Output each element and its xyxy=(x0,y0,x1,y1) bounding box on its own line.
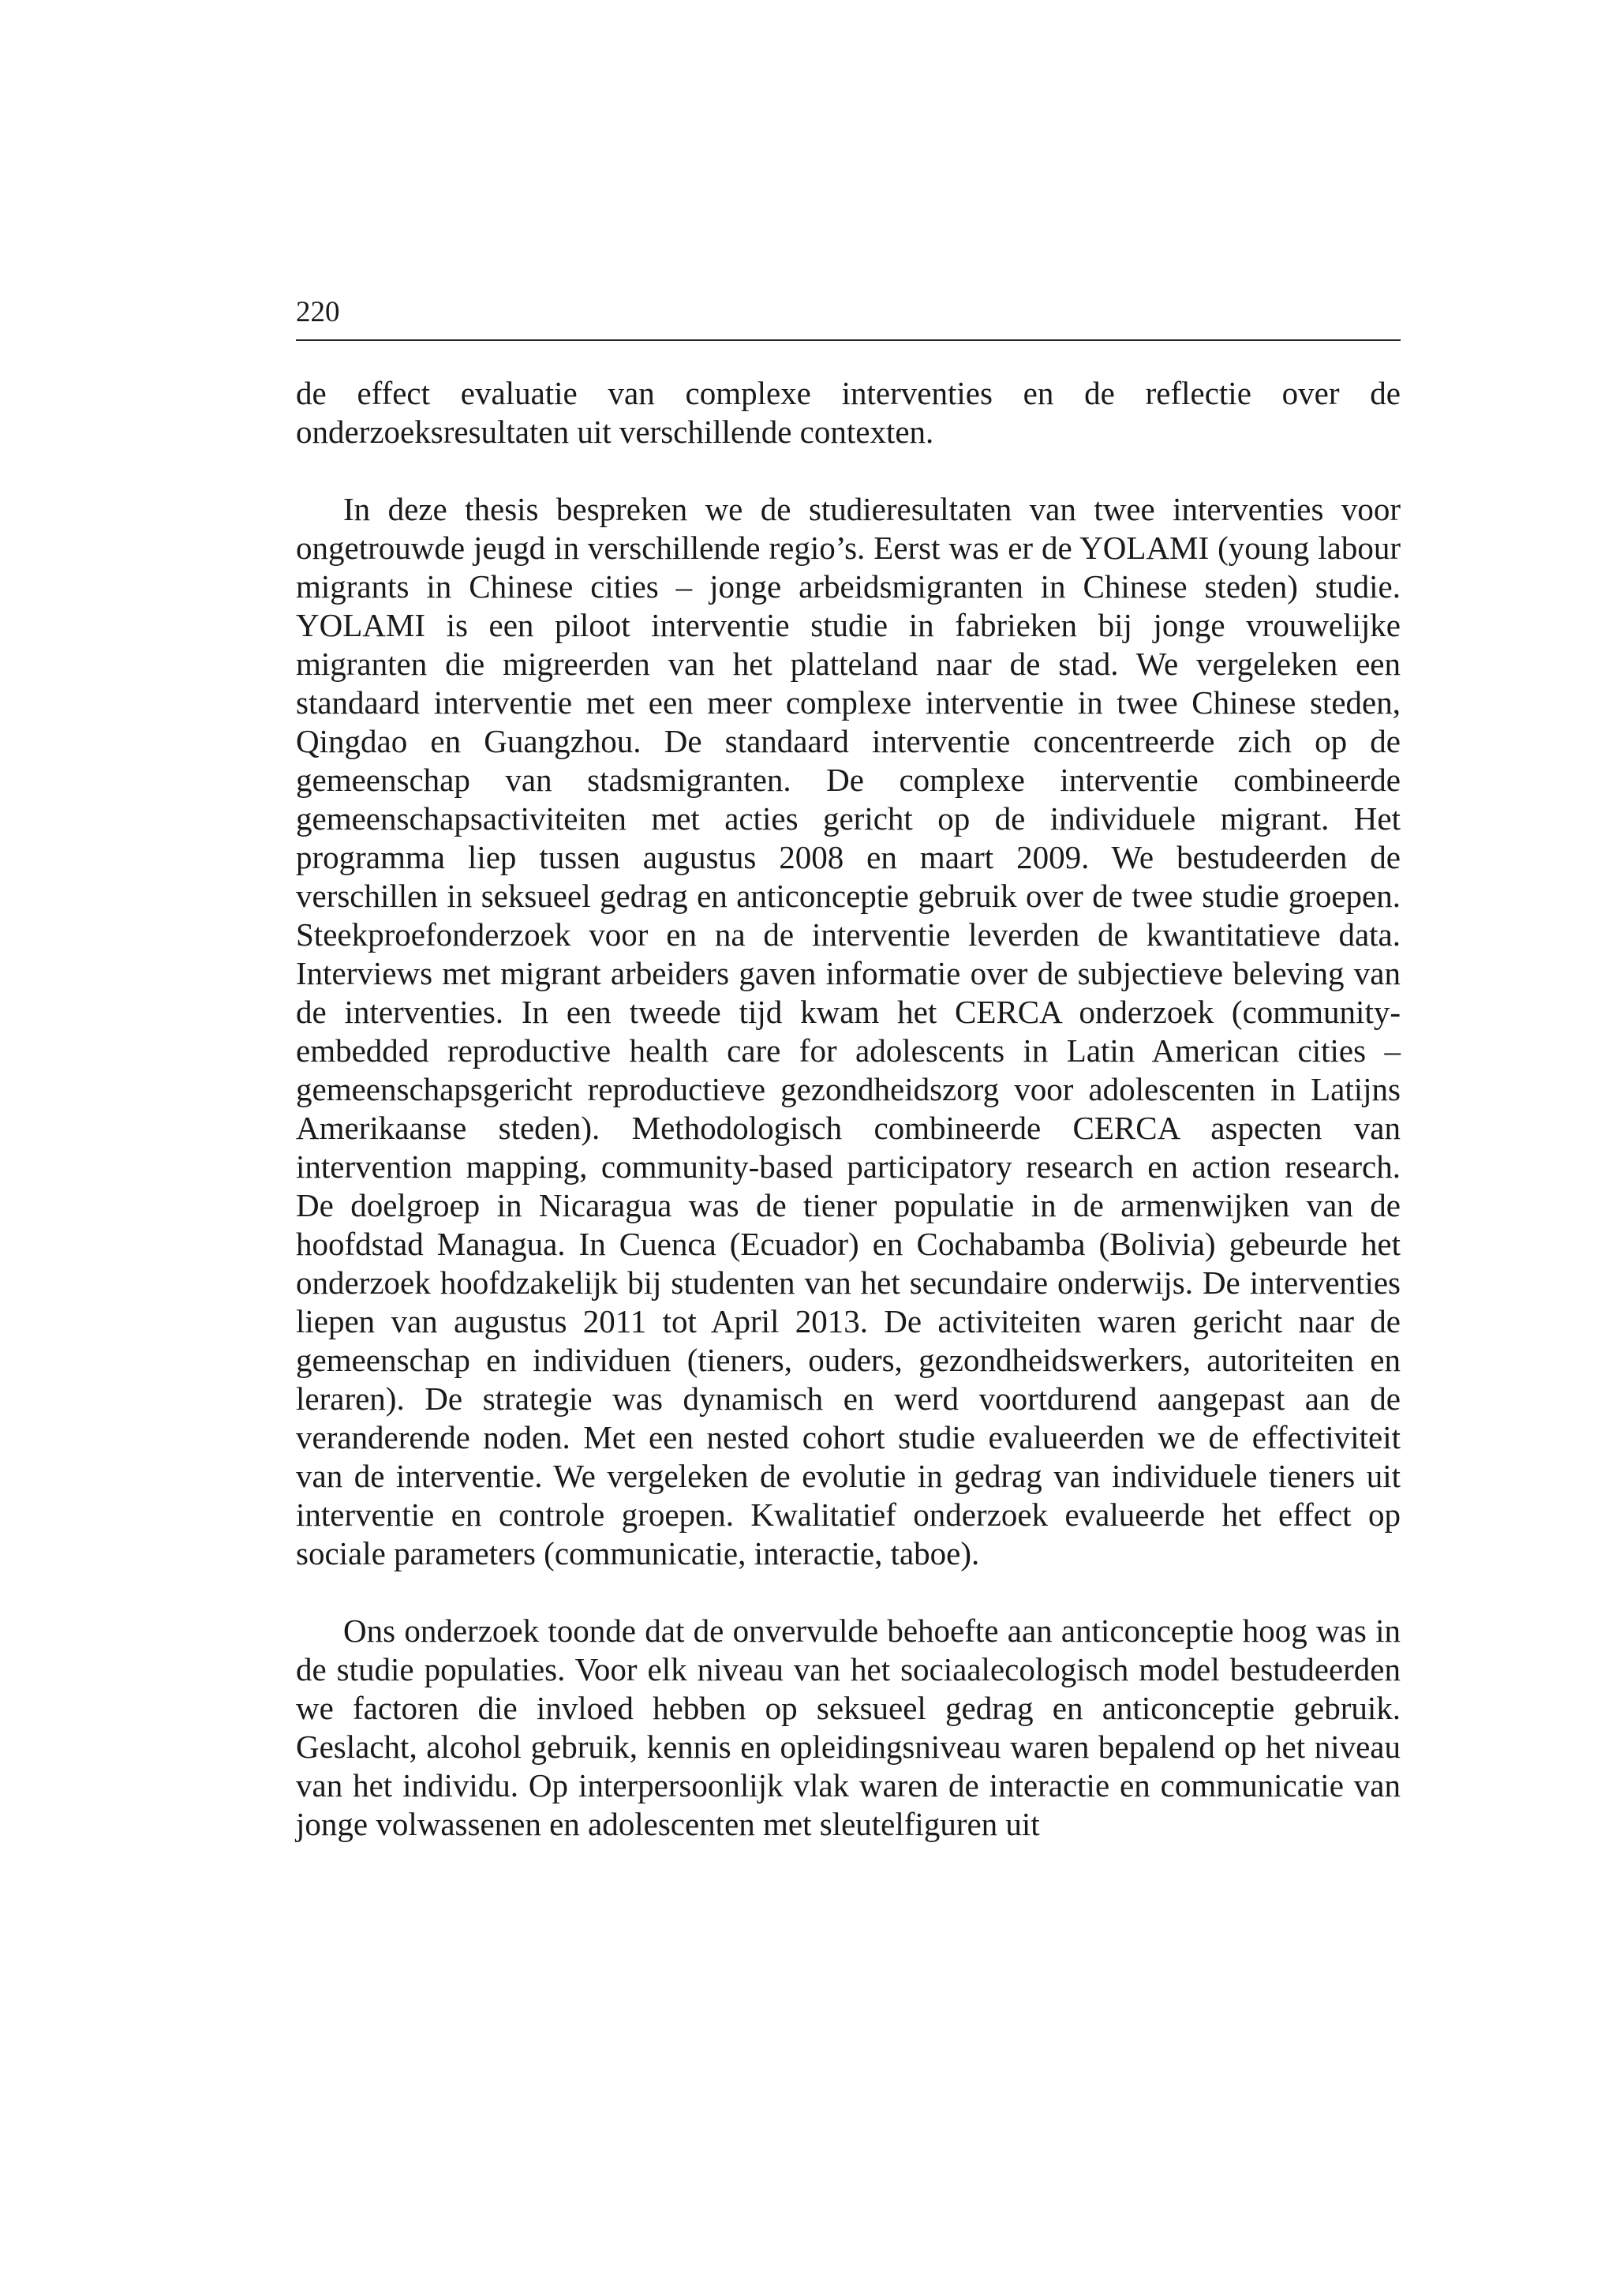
body-text xyxy=(296,374,1401,1844)
page-number: 220 xyxy=(296,296,340,328)
paragraph-continuation: de effect evaluatie van complexe interventies en de reflectie over de onderzoeksresultaten uit verschillende contexten. xyxy=(296,375,1401,450)
document-page xyxy=(296,292,1401,1844)
paragraph-findings: Ons onderzoek toonde dat de onvervulde behoefte aan anticonceptie hoog was in de studie populaties. Voor elk niveau van het sociaalecologisch model bestudeerden we factoren die invloed hebben op seksueel gedrag en anticonceptie gebruik. Geslacht, alcohol gebruik, kennis en opleidingsniveau waren bepalend op het niveau van het individu. Op interpersoonlijk vlak waren de interactie en communicatie van jonge volwassenen en adolescenten met sleutelfiguren uit xyxy=(296,1612,1401,1842)
page-header xyxy=(296,292,1401,341)
paragraph-interventions: In deze thesis bespreken we de studieresultaten van twee interventies voor ongetrouwde jeugd in verschillende regio’s. Eerst was er de YOLAMI (young labour migrants in Chinese cities – jonge arbeidsmigranten in Chinese steden) studie. YOLAMI is een piloot interventie studie in fabrieken bij jonge vrouwelijke migranten die migreerden van het platteland naar de stad. We vergeleken een standaard interventie met een meer complexe interventie in twee Chinese steden, Qingdao en Guangzhou. De standaard interventie concentreerde zich op de gemeenschap van stadsmigranten. De complexe interventie combineerde gemeenschapsactiviteiten met acties gericht op de individuele migrant. Het programma liep tussen augustus 2008 en maart 2009. We bestudeerden de verschillen in seksueel gedrag en anticonceptie gebruik over de twee studie groepen. Steekproefonderzoek voor en na de interventie leverden de kwantitatieve data. Interviews met migrant arbeiders gaven informatie over de subjectieve beleving van de interventies. In een tweede tijd kwam het CERCA onderzoek (community-embedded reproductive health care for adolescents in Latin American cities – gemeenschapsgericht reproductieve gezondheidszorg voor adolescenten in Latijns Amerikaanse steden). Methodologisch combineerde CERCA aspecten van intervention mapping, community-based participatory research en action research. De doelgroep in Nicaragua was de tiener populatie in de armenwijken van de hoofdstad Managua. In Cuenca (Ecuador) en Cochabamba (Bolivia) gebeurde het onderzoek hoofdzakelijk bij studenten van het secundaire onderwijs. De interventies liepen van augustus 2011 tot April 2013. De activiteiten waren gericht naar de gemeenschap en individuen (tieners, ouders, gezondheidswerkers, autoriteiten en leraren). De strategie was dynamisch en werd voortdurend aangepast aan de veranderende noden. Met een nested cohort studie evalueerden we de effectiviteit van de interventie. We vergeleken de evolutie in gedrag van individuele tieners uit interventie en controle groepen. Kwalitatief onderzoek evalueerde het effect op sociale parameters (communicatie, interactie, taboe). xyxy=(296,491,1401,1571)
